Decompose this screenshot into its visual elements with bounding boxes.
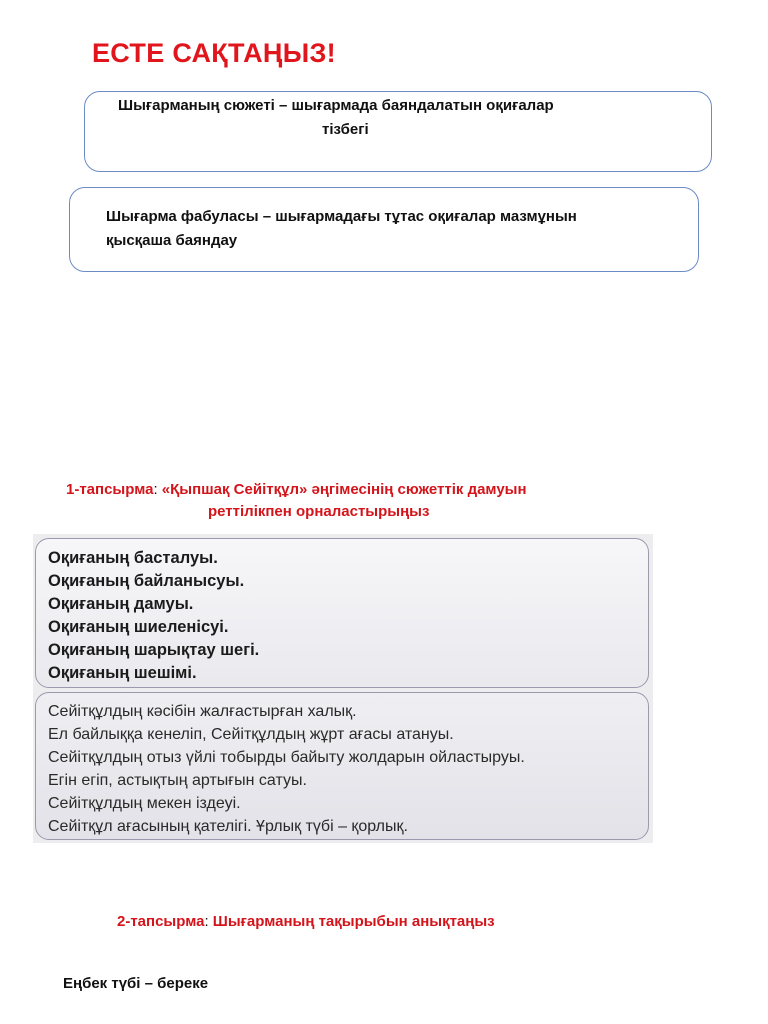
definition-box-plot <box>84 91 712 172</box>
task2-colon: : <box>204 913 209 930</box>
stage-item: Оқиғаның басталуы. <box>48 549 218 567</box>
task2-label: 2-тапсырма <box>117 913 205 930</box>
stage-item: Оқиғаның дамуы. <box>48 595 194 613</box>
definition-text: тізбегі <box>322 121 369 138</box>
stages-panel <box>35 538 649 688</box>
task2-text: Шығарманың тақырыбын анықтаңыз <box>208 913 495 930</box>
event-item: Сейітқұлдың отыз үйлі тобырды байыту жолдарын ойластыруы. <box>48 749 525 766</box>
event-item: Сейітқұлдың мекен іздеуі. <box>48 795 241 812</box>
page-title: ЕСТЕ САҚТАҢЫЗ! <box>92 38 336 68</box>
stage-item: Оқиғаның шарықтау шегі. <box>48 641 260 659</box>
event-item: Ел байлыққа кенеліп, Сейітқұлдың жұрт ағасы атануы. <box>48 726 454 743</box>
event-item: Егін егіп, астықтың артығын сатуы. <box>48 772 307 789</box>
task1-image <box>33 534 653 843</box>
task2-answer: Еңбек түбі – береке <box>63 975 209 992</box>
task2-heading <box>117 913 495 930</box>
event-item: Сейітқұлдың кәсібін жалғастырған халық. <box>48 703 357 720</box>
event-item: Сейітқұл ағасының қателігі. Ұрлық түбі – қорлық. <box>48 818 408 835</box>
definition-text: Шығарманың сюжеті – шығармада баяндалатын оқиғалар <box>118 97 554 114</box>
stage-item: Оқиғаның байланысуы. <box>48 572 245 590</box>
events-panel <box>35 692 649 840</box>
definition-box-fabula <box>69 187 699 272</box>
task1-heading <box>66 481 527 498</box>
task1-label: 1-тапсырма <box>66 481 154 498</box>
task1-colon: : <box>153 481 158 498</box>
definition-text: Шығарма фабуласы – шығармадағы тұтас оқиғалар мазмұнын <box>106 208 577 225</box>
task1-heading-line2: реттілікпен орналастырыңыз <box>208 503 430 520</box>
task1-text: «Қыпшақ Сейітқұл» әңгімесінің сюжеттік дамуын <box>157 481 527 498</box>
definition-text: қысқаша баяндау <box>106 232 238 249</box>
stage-item: Оқиғаның шиеленісуі. <box>48 618 229 636</box>
stage-item: Оқиғаның шешімі. <box>48 664 197 682</box>
